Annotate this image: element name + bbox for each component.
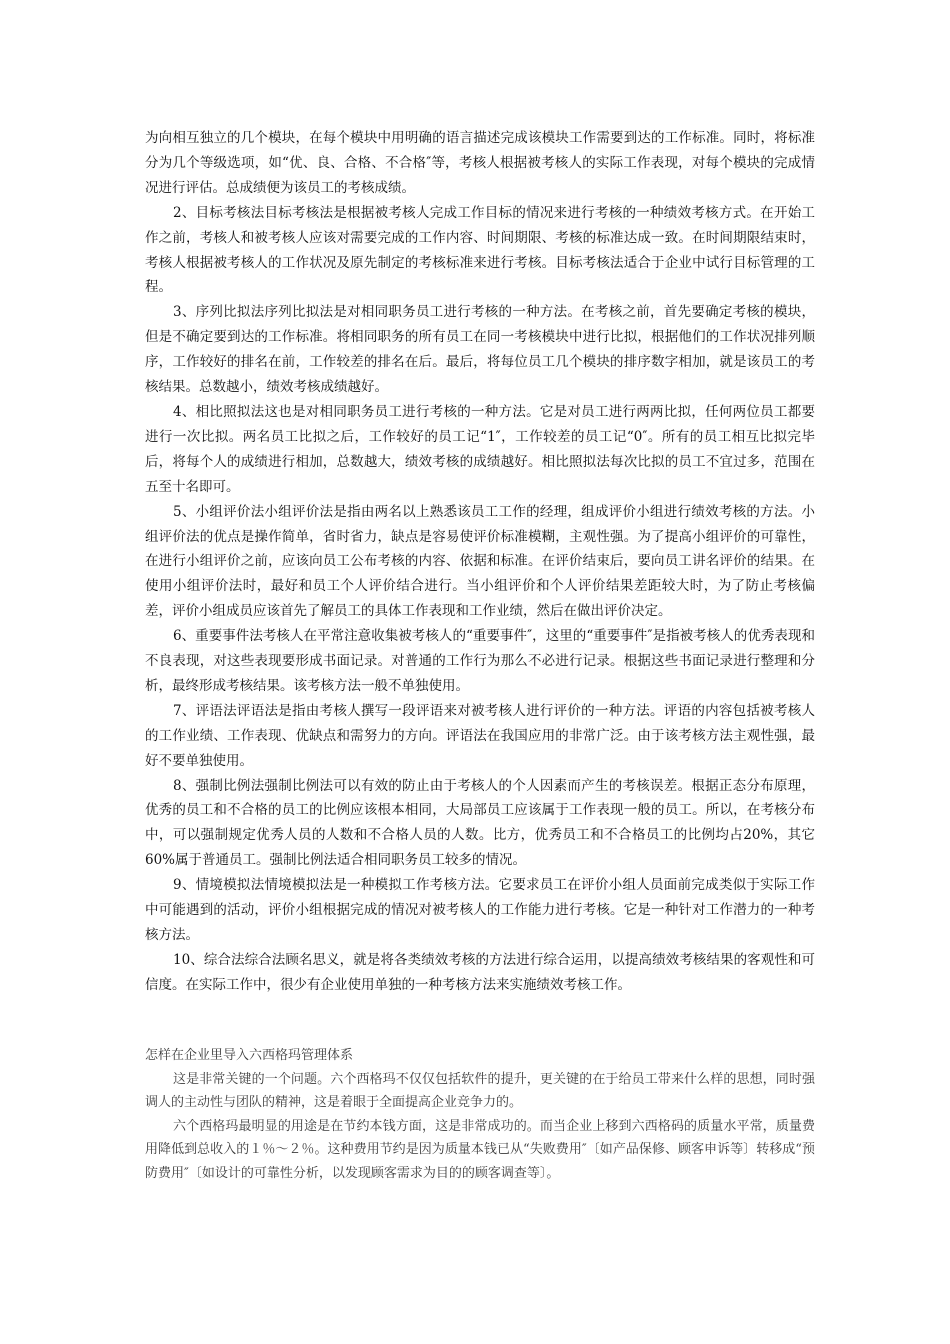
paragraph-simulation-method: 9、情境模拟法情境模拟法是一种模拟工作考核方法。它要求员工在评价小组人员面前完成类似于实际工作中可能遇到的活动，评价小组根据完成的情况对被考核人的工作能力进行考核。它是一种针对工作潜力的一种考核方法。 (145, 877, 815, 943)
paragraph-continuation: 为向相互独立的几个模块，在每个模块中用明确的语言描述完成该模块工作需要到达的工作标准。同时，将标准分为几个等级选项，如“优、良、合格、不合格″等，考核人根据被考核人的实际工作表现，对每个模块的完成情况进行评估。总成绩便为该员工的考核成绩。 (145, 130, 815, 196)
performance-methods-section (145, 126, 815, 998)
paragraph-paired-comparison: 4、相比照拟法这也是对相同职务员工进行考核的一种方法。它是对员工进行两两比拟，任何两位员工都要进行一次比拟。两名员工比拟之后，工作较好的员工记“1″，工作较差的员工记“0″。所有的员工相互比拟完毕后，将每个人的成绩进行相加，总数越大，绩效考核的成绩越好。相比照拟法每次比拟的员工不宜过多，范围在五至十名即可。 (145, 403, 815, 495)
paragraph-comprehensive-method: 10、综合法综合法顾名思义，就是将各类绩效考核的方法进行综合运用，以提高绩效考核结果的客观性和可信度。在实际工作中，很少有企业使用单独的一种考核方法来实施绩效考核工作。 (145, 951, 815, 993)
paragraph-ranking-method: 3、序列比拟法序列比拟法是对相同职务员工进行考核的一种方法。在考核之前，首先要确定考核的模块，但是不确定要到达的工作标准。将相同职务的所有员工在同一考核模块中进行比拟，根据他们的工作状况排列顺序，工作较好的排名在前，工作较差的排名在后。最后，将每位员工几个模块的排序数字相加，就是该员工的考核结果。总数越小，绩效考核成绩越好。 (145, 304, 815, 396)
paragraph-group-evaluation: 5、小组评价法小组评价法是指由两名以上熟悉该员工工作的经理，组成评价小组进行绩效考核的方法。小组评价法的优点是操作简单，省时省力，缺点是容易使评价标准模糊，主观性强。为了提高小组评价的可靠性，在进行小组评价之前，应该向员工公布考核的内容、依据和标准。在评价结束后，要向员工讲名评价的结果。在使用小组评价法时，最好和员工个人评价结合进行。当小组评价和个人评价结果差距较大时，为了防止考核偏差，评价小组成员应该首先了解员工的具体工作表现和工作业绩，然后在做出评价决定。 (145, 503, 815, 620)
section-heading: 怎样在企业里导入六西格玛管理体系 (145, 1048, 354, 1063)
paragraph-essay-method: 7、评语法评语法是指由考核人撰写一段评语来对被考核人进行评价的一种方法。评语的内容包括被考核人的工作业绩、工作表现、优缺点和需努力的方向。评语法在我国应用的非常广泛。由于该考核方法主观性强，最好不要单独使用。 (145, 702, 815, 769)
paragraph-key-question: 这是非常关键的一个问题。六个西格玛不仅仅包括软件的提升，更关键的在于给员工带来什么样的思想，同时强调人的主动性与团队的精神，这是着眼于全面提高企业竞争力的。 (145, 1071, 815, 1111)
paragraph-target-method: 2、目标考核法目标考核法是根据被考核人完成工作目标的情况来进行考核的一种绩效考核方式。在开始工作之前，考核人和被考核人应该对需要完成的工作内容、时间期限、考核的标准达成一致。在时间期限结束时，考核人根据被考核人的工作状况及原先制定的考核标准来进行考核。目标考核法适合于企业中试行目标管理的工程。 (145, 204, 815, 296)
paragraph-cost-savings: 六个西格玛最明显的用途是在节约本钱方面，这是非常成功的。而当企业上移到六西格码的质量水平常，质量费用降低到总收入的１％～２％。这种费用节约是因为质量本钱已从“失败费用″〔如产品保修、顾客申诉等〕转移成“预防费用″〔如设计的可靠性分析，以发现顾客需求为目的的顾客调查等〕。 (145, 1118, 815, 1181)
six-sigma-section (145, 1044, 815, 1186)
paragraph-critical-incident: 6、重要事件法考核人在平常注意收集被考核人的“重要事件″，这里的“重要事件″是指被考核人的优秀表现和不良表现，对这些表现要形成书面记录。对普通的工作行为那么不必进行记录。根据这些书面记录进行整理和分析，最终形成考核结果。该考核方法一般不单独使用。 (145, 628, 815, 694)
paragraph-forced-distribution: 8、强制比例法强制比例法可以有效的防止由于考核人的个人因素而产生的考核误差。根据正态分布原理，优秀的员工和不合格的员工的比例应该根本相同，大局部员工应该属于工作表现一般的员工。所以，在考核分布中，可以强制规定优秀人员的人数和不合格人员的人数。比方，优秀员工和不合格员工的比例均占20%，其它60%属于普通员工。强制比例法适合相同职务员工较多的情况。 (145, 777, 815, 869)
